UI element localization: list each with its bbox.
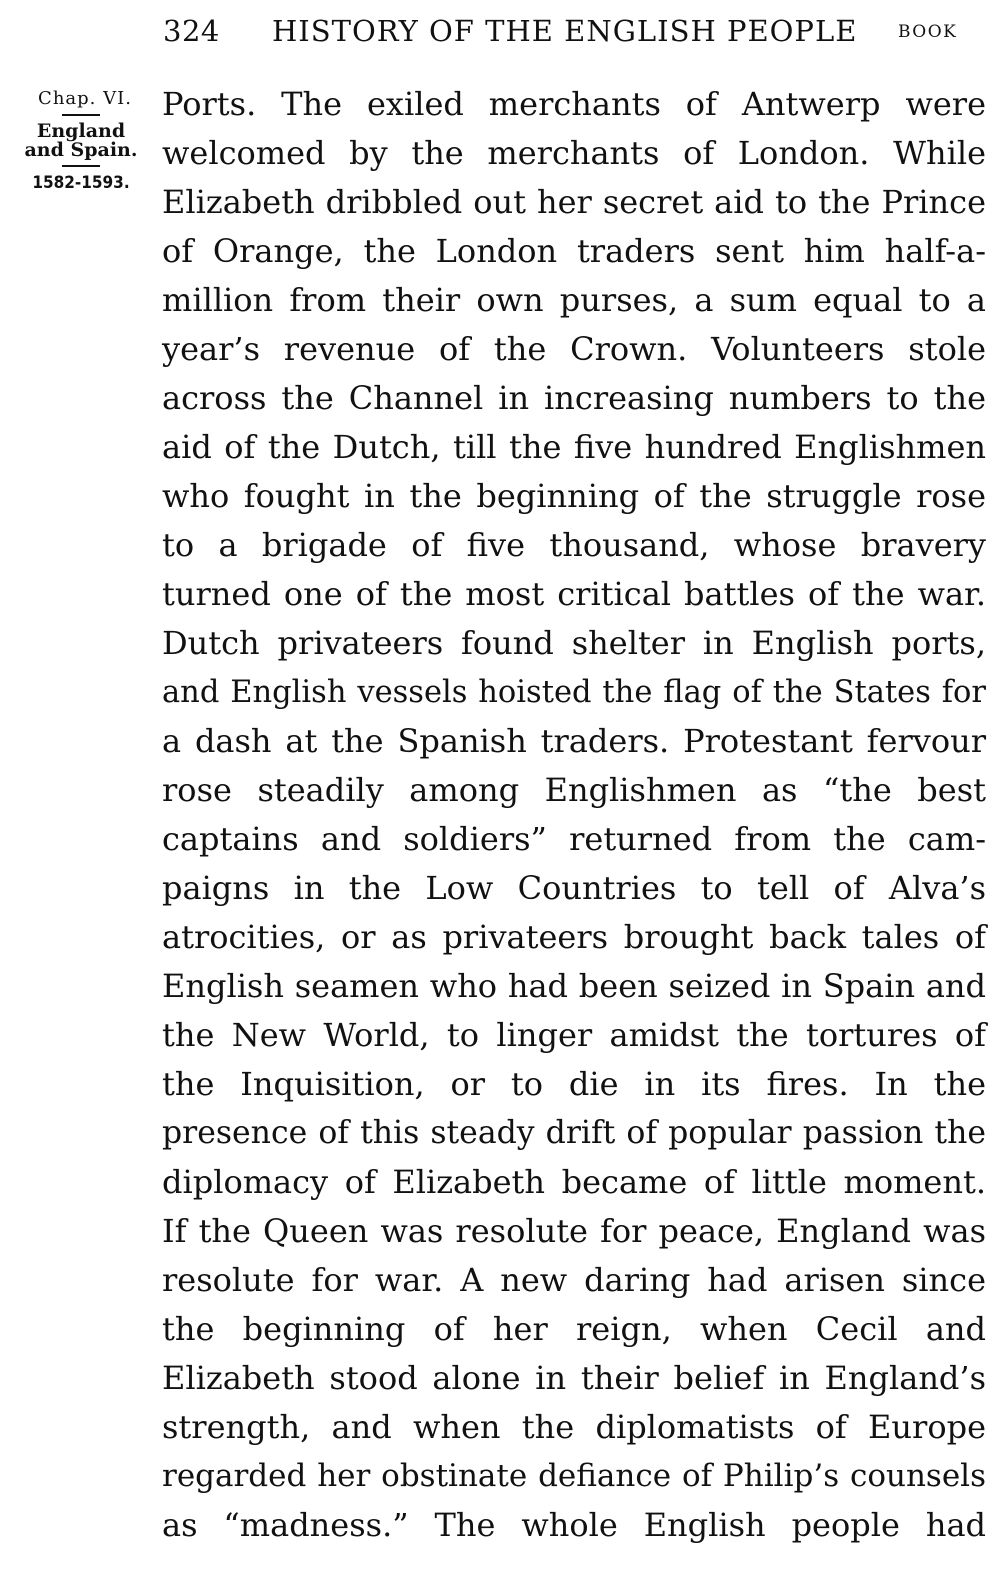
text-line: year’s revenue of the Crown. Volunteers stole bbox=[162, 330, 986, 368]
text-line: regarded her obstinate defiance of Philip’s counsels bbox=[162, 1458, 986, 1494]
text-line: of Orange, the London traders sent him half-a- bbox=[162, 232, 986, 270]
margin-rule bbox=[62, 114, 100, 116]
text-line: the beginning of her reign, when Cecil and bbox=[162, 1310, 986, 1348]
chapter-label: Chap. VI. bbox=[38, 88, 132, 109]
text-line: Ports. The exiled merchants of Antwerp were bbox=[162, 85, 986, 123]
text-line: paigns in the Low Countries to tell of Alva’s bbox=[162, 869, 986, 907]
page-number: 324 bbox=[163, 14, 220, 48]
text-line: to a brigade of five thousand, whose bravery bbox=[162, 526, 986, 564]
text-line: If the Queen was resolute for peace, England was bbox=[162, 1212, 986, 1250]
margin-rule bbox=[62, 165, 100, 167]
running-book-label: BOOK bbox=[898, 22, 958, 42]
text-line: resolute for war. A new daring had arisen since bbox=[162, 1261, 986, 1299]
running-title: HISTORY OF THE ENGLISH PEOPLE bbox=[272, 14, 858, 48]
text-line: the New World, to linger amidst the tortures of bbox=[162, 1016, 986, 1054]
text-line: atrocities, or as privateers brought back tales of bbox=[162, 918, 986, 956]
text-line: captains and soldiers” returned from the cam- bbox=[162, 820, 986, 858]
text-line: who fought in the beginning of the struggle rose bbox=[162, 477, 986, 515]
text-line: aid of the Dutch, till the five hundred Englishmen bbox=[162, 428, 986, 466]
text-line: English seamen who had been seized in Spain and bbox=[162, 967, 986, 1005]
text-line: rose steadily among Englishmen as “the best bbox=[162, 771, 986, 809]
date-range: 1582-1593. bbox=[32, 173, 130, 193]
text-line: as “madness.” The whole English people had bbox=[162, 1506, 986, 1544]
text-line: Dutch privateers found shelter in English ports, bbox=[162, 624, 986, 662]
topic-line-1: England bbox=[36, 120, 126, 142]
text-line: Elizabeth dribbled out her secret aid to the Prince bbox=[162, 183, 986, 221]
text-line: strength, and when the diplomatists of Europe bbox=[162, 1408, 986, 1446]
text-line: million from their own purses, a sum equal to a bbox=[162, 281, 986, 319]
text-line: presence of this steady drift of popular passion the bbox=[162, 1115, 986, 1151]
margin-notes bbox=[6, 88, 156, 193]
text-line: and English vessels hoisted the flag of the States for bbox=[162, 675, 986, 710]
text-line: a dash at the Spanish traders. Protestant fervour bbox=[162, 722, 986, 760]
topic-line-2: and Spain. bbox=[24, 139, 138, 161]
text-line: across the Channel in increasing numbers to the bbox=[162, 379, 986, 417]
body-text bbox=[162, 80, 986, 1550]
text-line: welcomed by the merchants of London. While bbox=[162, 134, 986, 172]
text-line: the Inquisition, or to die in its fires. In the bbox=[162, 1065, 986, 1103]
text-line: diplomacy of Elizabeth became of little moment. bbox=[162, 1163, 986, 1201]
text-line: Elizabeth stood alone in their belief in England’s bbox=[162, 1359, 986, 1397]
running-head bbox=[0, 14, 1000, 54]
text-line: turned one of the most critical battles of the war. bbox=[162, 575, 986, 613]
